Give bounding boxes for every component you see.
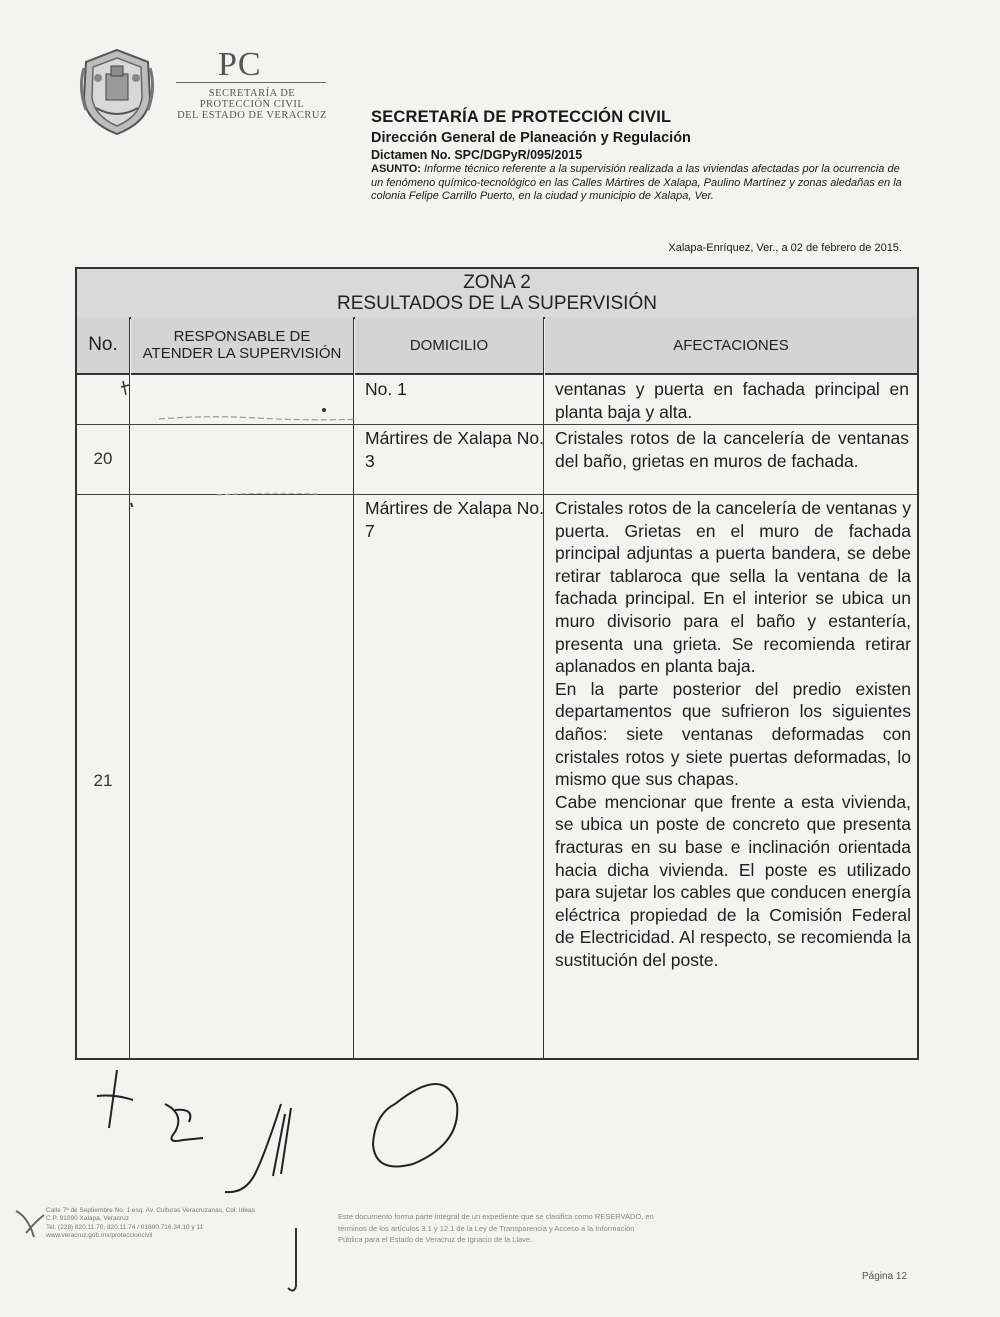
page-number: Página 12 — [862, 1271, 908, 1282]
handwritten-signatures — [95, 1064, 475, 1204]
logo-org-line: PROTECCIÓN CIVIL — [199, 99, 305, 110]
column-header-afectaciones: AFECTACIONES — [545, 317, 917, 375]
document-header — [371, 108, 911, 204]
row-afectaciones: Cristales rotos de la cancelería de ventanas del baño, grietas en muros de fachada. — [555, 428, 909, 471]
logo-divider — [176, 82, 326, 83]
veracruz-coat-of-arms-icon — [78, 48, 156, 136]
dictamen-number: Dictamen No. SPC/DGPyR/095/2015 — [371, 148, 583, 162]
zone-subtitle: RESULTADOS DE LA SUPERVISIÓN — [337, 293, 657, 314]
results-table — [75, 267, 919, 1060]
logo-organization — [172, 88, 332, 121]
footer-address-line: Calle 7ª de Septiembre No. 1 esq. Av. Culturas Veracruzanas, Col. Ideas — [46, 1207, 255, 1214]
zone-header — [77, 269, 917, 319]
zone-title: ZONA 2 — [463, 272, 531, 293]
asunto — [371, 163, 911, 204]
header-subtitle: Dirección General de Planeación y Regulación — [371, 130, 691, 146]
document-date: Xalapa-Enríquez, Ver., a 02 de febrero de 2015. — [668, 242, 902, 254]
footer-legal-notice — [338, 1211, 788, 1246]
redaction-marks — [117, 377, 357, 507]
footer-legal-line: Pública para el Estado de Veracruz de Ignacio de la Llave. — [338, 1235, 533, 1244]
footer-address-line: www.veracruz.gob.mx/proteccioncivil — [46, 1232, 153, 1240]
column-header-no: No. — [77, 317, 129, 375]
row-domicilio: Mártires de Xalapa No. 3 — [365, 428, 544, 471]
footer-legal-line: términos de los artículos 3.1 y 12.1 de la Ley de Transparencia y Acceso a la Información — [338, 1223, 635, 1233]
logo-org-line: DEL ESTADO DE VERACRUZ — [177, 110, 327, 121]
footer-handwritten-mark — [280, 1226, 310, 1296]
afectaciones-paragraph: En la parte posterior del predio existen departamentos que sufrieron los siguientes daños: siete ventanas deformadas con cristales rotos y siete puertas deformadas, lo mismo que sus chapas. — [555, 678, 911, 790]
row-afectaciones: ventanas y puerta en fachada principal en planta baja y alta. — [555, 379, 909, 422]
header-title: SECRETARÍA DE PROTECCIÓN CIVIL — [371, 108, 672, 126]
column-header-domicilio: DOMICILIO — [355, 317, 543, 375]
logo-org-line: SECRETARÍA DE — [208, 88, 296, 99]
afectaciones-paragraph: Cristales rotos de la cancelería de ventanas y puerta. Grietas en el muro de fachada principal adjuntas a puerta bandera, se debe retirar tablaroca que sella la ventana de la fachada principal. En el interior se ubica un muro divisorio para el baño y estantería, presenta una grieta. Se recomienda retirar aplanados en planta baja. — [555, 498, 911, 677]
row-domicilio: Mártires de Xalapa No. 7 — [365, 498, 544, 541]
asunto-label: ASUNTO: — [371, 163, 421, 175]
footer-address-line: Tel. (228) 820.11.70, 820.11.74 / 01800.716.34.10 y 11 — [46, 1223, 204, 1231]
row-afectaciones — [555, 497, 911, 971]
asunto-text: Informe técnico referente a la supervisión realizada a las viviendas afectadas por la ocurrencia de un fenómeno químico-tecnológico en las Calles Mártires de Xalapa, Paulino Martínez y zonas aledañas en la colonia Felipe Carrillo Puerto, en la ciudad y municipio de Xalapa, Ver. — [371, 163, 902, 202]
row-domicilio: No. 1 — [365, 379, 407, 399]
row-number: 20 — [93, 449, 113, 468]
footer-address-line: C.P. 91090 Xalapa, Veracruz — [46, 1215, 129, 1223]
footer-logo-icon — [12, 1203, 46, 1245]
logo-initials: PC — [218, 46, 262, 83]
afectaciones-paragraph: Cabe mencionar que frente a esta vivienda, se ubica un poste de concreto que presenta fracturas en su base e inclinación orientada hacia dicha vivienda. El poste es utilizado para sujetar los cables que conducen energía eléctrica propiedad de la Comisión Federal de Electricidad. Al respecto, se recomienda la sustitución del poste. — [555, 791, 911, 970]
column-header-responsable: RESPONSABLE DE ATENDER LA SUPERVISIÓN — [131, 317, 353, 375]
footer-legal-line: Este documento forma parte integral de un expediente que se clasifica como RESERVADO, en — [338, 1212, 654, 1221]
row-number: 21 — [93, 771, 113, 790]
